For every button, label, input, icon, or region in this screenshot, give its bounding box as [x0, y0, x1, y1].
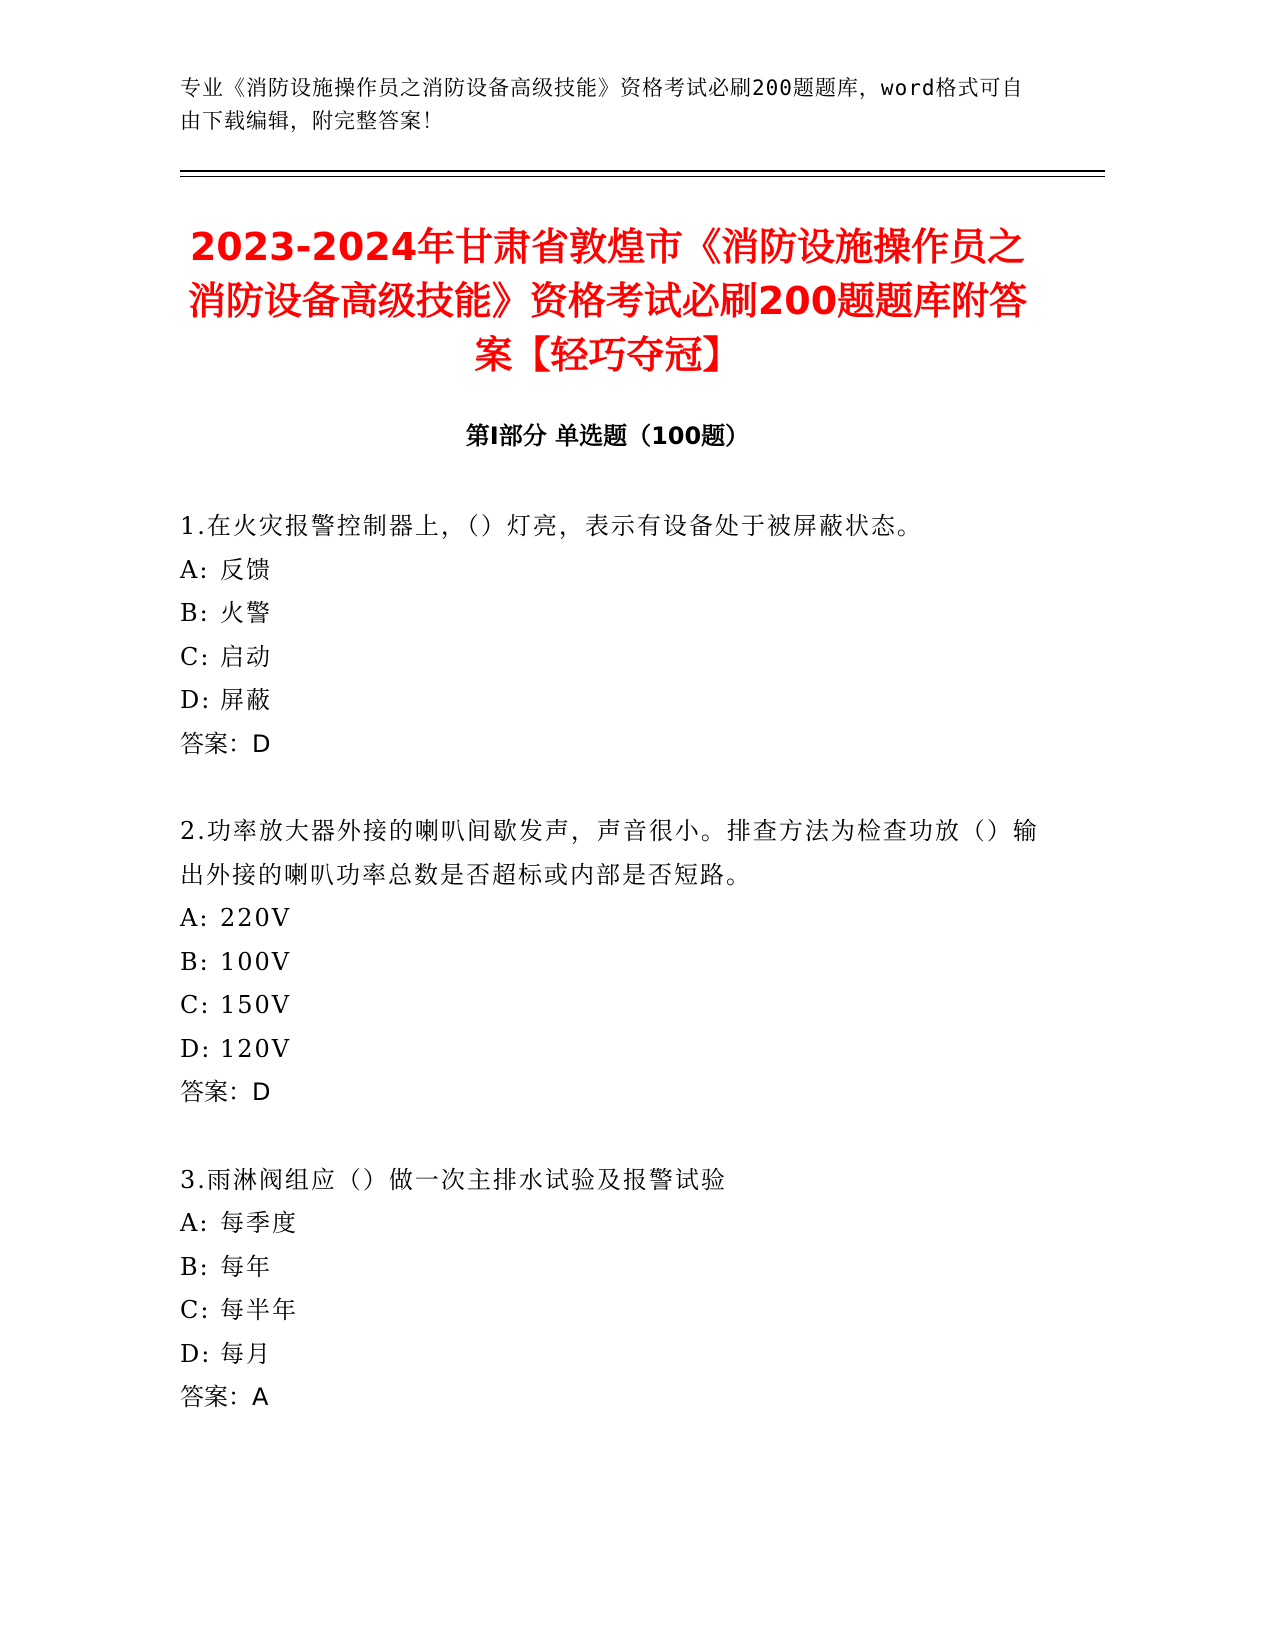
option-text: 反馈: [220, 555, 272, 584]
option-c: [180, 1289, 1040, 1333]
answer-line: 答案：A: [180, 1383, 269, 1411]
option-a: [180, 549, 1040, 593]
option-text: 150V: [220, 991, 292, 1019]
option-text: 每月: [220, 1339, 272, 1368]
question-3: [180, 1159, 1040, 1420]
option-b: [180, 1246, 1040, 1290]
option-text: 每季度: [220, 1209, 298, 1237]
header-divider-thick: [180, 170, 1105, 172]
option-letter: C:: [180, 642, 211, 671]
answer-line: 答案：D: [180, 1078, 271, 1106]
question-list: [180, 505, 1040, 1464]
option-letter: C:: [180, 1296, 211, 1324]
option-letter: B:: [180, 947, 210, 976]
document-title: 2023-2024年甘肃省敦煌市《消防设施操作员之消防设备高级技能》资格考试必刷200题题库附答案【轻巧夺冠】: [187, 225, 1028, 377]
option-text: 120V: [220, 1034, 292, 1063]
option-a: [180, 897, 1040, 941]
option-d: [180, 679, 1040, 723]
option-text: 220V: [220, 904, 292, 932]
option-letter: C:: [180, 991, 211, 1019]
option-text: 100V: [220, 947, 292, 976]
option-letter: A:: [180, 1209, 210, 1237]
option-text: 屏蔽: [220, 686, 272, 714]
answer-line: 答案：D: [180, 729, 271, 758]
option-d: [180, 1333, 1040, 1377]
header-note: 专业《消防设施操作员之消防设备高级技能》资格考试必刷200题题库，word格式可自由下载编辑，附完整答案！: [180, 76, 1024, 133]
option-letter: D:: [180, 1034, 212, 1063]
question-stem: 1.在火灾报警控制器上，（）灯亮，表示有设备处于被屏蔽状态。: [180, 512, 923, 540]
header-divider-thin: [180, 176, 1105, 177]
option-b: [180, 592, 1040, 636]
section-title: 第Ⅰ部分 单选题（100题）: [465, 422, 750, 450]
question-stem: 2.功率放大器外接的喇叭间歇发声，声音很小。排查方法为检查功放（）输出外接的喇叭功率总数是否超标或内部是否短路。: [180, 817, 1039, 889]
question-2: [180, 810, 1040, 1115]
question-1: [180, 505, 1040, 766]
option-text: 启动: [220, 642, 272, 671]
option-a: [180, 1202, 1040, 1246]
option-letter: A:: [180, 904, 210, 932]
option-letter: A:: [180, 555, 210, 584]
option-letter: D:: [180, 686, 212, 714]
option-text: 火警: [220, 599, 272, 627]
option-text: 每年: [220, 1252, 272, 1281]
option-letter: B:: [180, 599, 210, 627]
option-text: 每半年: [220, 1296, 298, 1324]
option-c: [180, 636, 1040, 680]
question-stem: 3.雨淋阀组应（）做一次主排水试验及报警试验: [180, 1165, 727, 1194]
option-letter: B:: [180, 1252, 210, 1281]
option-c: [180, 984, 1040, 1028]
option-b: [180, 941, 1040, 985]
option-d: [180, 1028, 1040, 1072]
option-letter: D:: [180, 1339, 212, 1368]
